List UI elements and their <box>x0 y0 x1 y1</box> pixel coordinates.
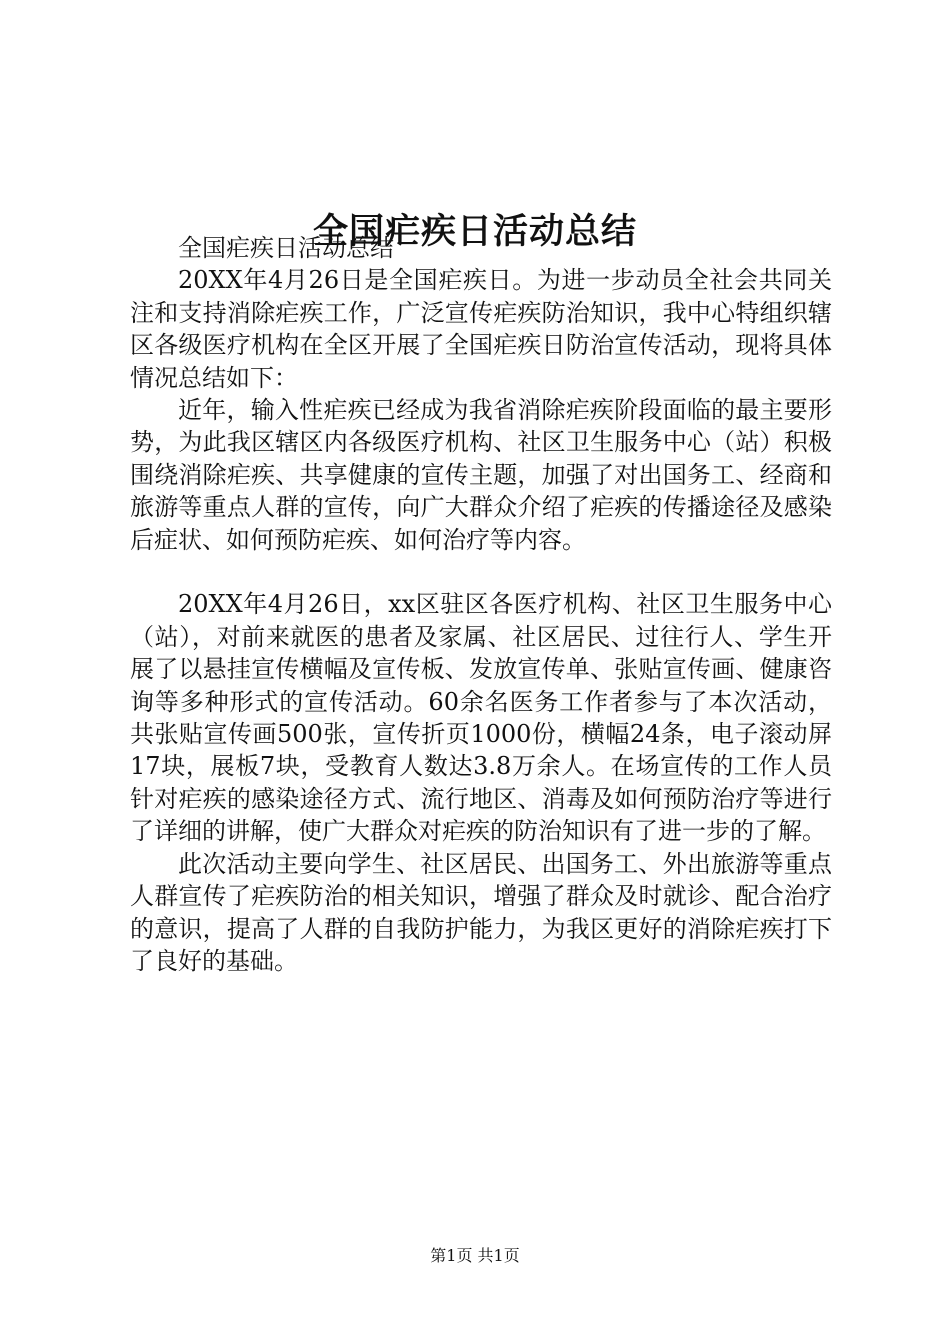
document-body <box>130 232 832 977</box>
page-footer: 第1页 共1页 <box>430 1246 520 1265</box>
background-paragraph: 近年，输入性疟疾已经成为我省消除疟疾阶段面临的最主要形势，为此我区辖区内各级医疗机构、社区卫生服务中心（站）积极围绕消除疟疾、共享健康的宣传主题，加强了对出国务工、经商和旅游等重点人群的宣传，向广大群众介绍了疟疾的传播途径及感染后症状、如何预防疟疾、如何治疗等内容。 <box>130 396 832 554</box>
intro-paragraph: 20XX年4月26日是全国疟疾日。为进一步动员全社会共同关注和支持消除疟疾工作，广泛宣传疟疾防治知识，我中心特组织辖区各级医疗机构在全区开展了全国疟疾日防治宣传活动，现将具体情况总结如下： <box>130 266 832 392</box>
activity-paragraph: 20XX年4月26日，xx区驻区各医疗机构、社区卫生服务中心（站），对前来就医的患者及家属、社区居民、过往行人、学生开展了以悬挂宣传横幅及宣传板、发放宣传单、张贴宣传画、健康咨询等多种形式的宣传活动。60余名医务工作者参与了本次活动，共张贴宣传画500张，宣传折页1000份，横幅24条，电子滚动屏17块，展板7块，受教育人数达3.8万余人。在场宣传的工作人员针对疟疾的感染途径方式、流行地区、消毒及如何预防治疗等进行了详细的讲解，使广大群众对疟疾的防治知识有了进一步的了解。 <box>130 590 832 846</box>
document-title: 全国疟疾日活动总结 <box>312 211 637 253</box>
subtitle-paragraph: 全国疟疾日活动总结 <box>178 234 394 262</box>
conclusion-paragraph: 此次活动主要向学生、社区居民、出国务工、外出旅游等重点人群宣传了疟疾防治的相关知识，增强了群众及时就诊、配合治疗的意识，提高了人群的自我防护能力，为我区更好的消除疟疾打下了良好的基础。 <box>130 849 832 975</box>
paragraph-gap <box>130 556 832 588</box>
